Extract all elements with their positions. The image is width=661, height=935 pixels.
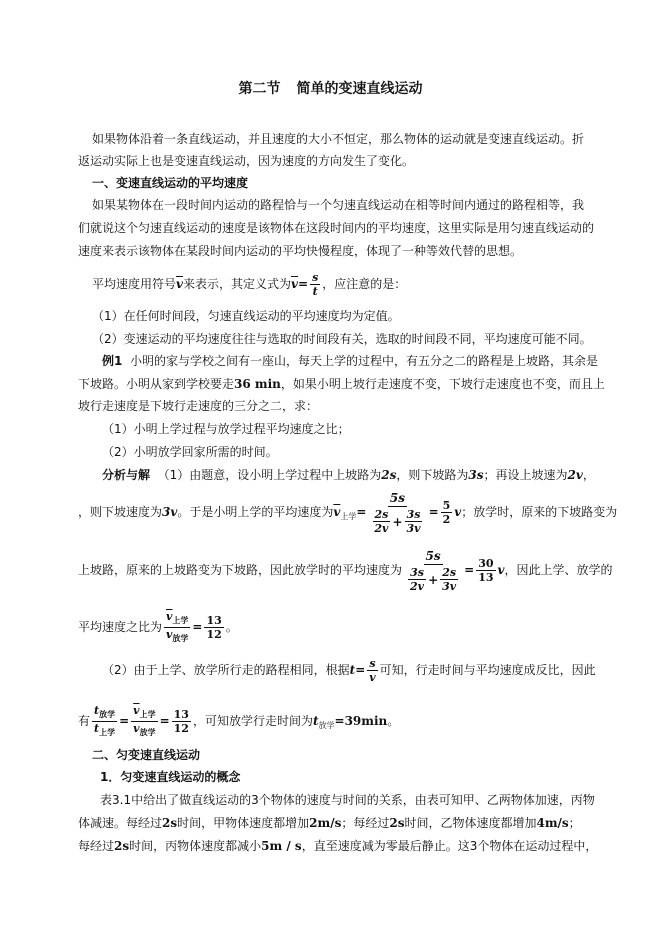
heading-uniform-acceleration: 二、匀变速直线运动 <box>92 748 201 762</box>
section-number: 第二节 <box>238 81 281 97</box>
para1-line-1: 如果某物体在一段时间内运动的路程恰与一个匀速直线运动在相等时间内通过的路程相等，我 <box>92 198 585 212</box>
heading-average-speed: 一、变速直线运动的平均速度 <box>92 176 249 190</box>
para2-line-2: 体减速。每经过2s时间，甲物体速度都增加2m/s；每经过2s时间，乙物体速度都增加4m/s； <box>78 816 581 830</box>
formula-speed-ratio: $\frac{\overline{v}_{上学}}{\overline{v}_{放学}}$ <box>166 610 189 643</box>
section-name: 简单的变速直线运动 <box>296 81 423 97</box>
para2-line-1: 表3.1中给出了做直线运动的3个物体的速度与时间的关系，由表可知甲、乙两物体加速，丙物 <box>100 793 595 807</box>
para1-line-2: 们就说这个匀速直线运动的速度是该物体在这段时间内的平均速度，这里实际是用匀速直线运动的 <box>78 221 595 235</box>
formula-time-ratio: $\frac{t_{放学}}{t_{上学}}$ <box>94 704 116 737</box>
example-line-3: 坡行走速度是下坡行走速度的三分之二，求： <box>78 399 319 413</box>
definition-suffix: ，应注意的是： <box>322 277 407 291</box>
answer-time: 39min <box>344 714 388 728</box>
formula-avg-speed-down: 5s $\frac{3s}{2v}$ + $\frac{2s}{3v}$ <box>410 549 457 593</box>
note-2: （2）变速运动的平均速度往往与选取的时间段有关，选取的时间段不同，平均速度可能不同。 <box>92 332 592 346</box>
intro-line-1: 如果物体沿着一条直线运动，并且速度的大小不恒定，那么物体的运动就是变速直线运动。折 <box>92 132 585 146</box>
formula-s-over-t: $\frac{s}{t}$ <box>312 271 319 298</box>
solution-line-1: 分析与解 （1）由题意，设小明上学过程中上坡路为2s，则下坡路为3s；再设上坡速为2v， <box>102 468 595 482</box>
question-1: （1）小明上学过程与放学过程平均速度之比； <box>102 422 350 436</box>
solution-label: 分析与解 <box>102 468 151 482</box>
solution-line-4: 平均速度之比为 $\frac{\overline{v}_{上学}}{\overline{v}_{放学}}$ = $\frac{13}{12}$ 。 <box>78 610 238 643</box>
question-2: （2）小明放学回家所需的时间。 <box>102 445 278 459</box>
para1-line-3: 速度来表示该物体在某段时间内运动的平均快慢程度，体现了一种等效代替的思想。 <box>78 244 523 258</box>
para2-line-3: 每经过2s时间，丙物体速度都减小5m / s，直至速度减为零最后静止。这3个物体在运动过程中， <box>78 839 598 853</box>
solution-line-2: ，则下坡速度为3v。于是小明上学的平均速度为$\overline{v}_{上学}=$ 5s $\frac{2s}{2v}$ + $\frac{3s}{3v}$ = $\frac{5}{2}$ v；放学时，原来的下坡路变为 <box>78 491 618 535</box>
definition-line: 平均速度用符号$\overline{v}$来表示，其定义式为$\overline{v}=$ $\frac{s}{t}$ ，应注意的是： <box>92 271 407 298</box>
formula-avg-speed-up: 5s $\frac{2s}{2v}$ + $\frac{3s}{3v}$ <box>374 491 421 535</box>
formula-v-bar: $\overline{v}$ <box>291 277 298 291</box>
solution-line-6: 有 $\frac{t_{放学}}{t_{上学}}$ = $\frac{\overline{v}_{上学}}{\overline{v}_{放学}}$ = $\frac{13}{12}$ ，可知放学行走时间为$t_{放学}=39\min$。 <box>78 704 400 737</box>
solution-line-3: 上坡路，原来的上坡路变为下坡路，因此放学时的平均速度为 5s $\frac{3s}{2v}$ + $\frac{2s}{3v}$ = $\frac{30}{13}$ v，因此上学、放学的 <box>78 549 613 593</box>
definition-middle: 来表示，其定义式为 <box>183 277 292 291</box>
section-title <box>0 80 661 98</box>
example-line-2: 下坡路。小明从家到学校要走36 min，如果小明上坡行走速度不变，下坡行走速度也不变，而且上 <box>78 377 605 391</box>
solution-line-5: （2）由于上学、放学所行走的路程相同，根据t= $\frac{s}{v}$ 可知，行走时间与平均速度成反比，因此 <box>102 657 596 684</box>
example-label: 例1 <box>102 354 123 368</box>
example-time: 36 min <box>234 377 281 391</box>
intro-line-2: 返运动实际上也是变速直线运动，因为速度的方向发生了变化。 <box>78 154 415 168</box>
subheading-concept: 1．匀变速直线运动的概念 <box>100 770 241 784</box>
note-1: （1）在任何时间段，匀速直线运动的平均速度均为定值。 <box>92 309 400 323</box>
symbol-v-bar: $\overline{v}$ <box>176 277 183 291</box>
example-line-1: 例1 小明的家与学校之间有一座山，每天上学的过程中，有五分之二的路程是上坡路，其余是 <box>102 354 599 368</box>
definition-prefix: 平均速度用符号 <box>92 277 177 291</box>
